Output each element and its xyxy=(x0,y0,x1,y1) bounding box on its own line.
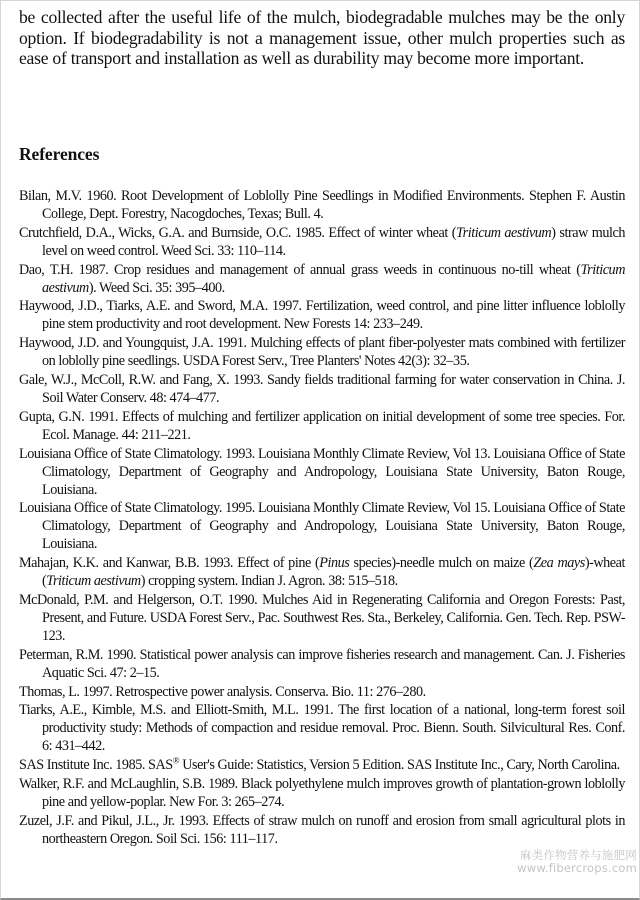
reference-text: SAS Institute Inc. 1985. SAS xyxy=(19,757,173,774)
reference-text: species)-needle mulch on maize ( xyxy=(349,555,534,572)
reference-item xyxy=(19,756,625,774)
reference-text: Haywood, J.D. and Youngquist, J.A. 1991. Mulching effects of plant fiber-polyester mats combined with fertilizer on loblolly pine seedlings. USDA Forest Serv., Tree Planters' Notes 42(3): 32–35. xyxy=(19,335,625,370)
reference-item xyxy=(19,261,625,297)
watermark-line-2: www.fibercrops.com xyxy=(517,860,637,875)
reference-italic-text: Pinus xyxy=(319,555,350,572)
reference-text: Dao, T.H. 1987. Crop residues and management of annual grass weeds in continuous no-till wheat ( xyxy=(19,261,581,278)
references-heading: References xyxy=(19,144,100,164)
reference-item xyxy=(19,499,625,553)
reference-item xyxy=(19,591,625,645)
reference-text: ). Weed Sci. 35: 395–400. xyxy=(88,279,225,296)
reference-italic-text: Triticum aestivum xyxy=(42,261,625,296)
reference-text: Louisiana Office of State Climatology. 1995. Louisiana Monthly Climate Review, Vol 15. Louisiana Office of State Climatology, Department of Geography and Andropology, Louisiana State University, Baton Rouge, Louisiana. xyxy=(19,500,625,553)
reference-item xyxy=(19,445,625,499)
reference-item xyxy=(19,646,625,682)
reference-text: User's Guide: Statistics, Version 5 Edition. SAS Institute Inc., Cary, North Carolina. xyxy=(179,757,620,774)
reference-text: Thomas, L. 1997. Retrospective power analysis. Conserva. Bio. 11: 276–280. xyxy=(19,683,426,700)
reference-item xyxy=(19,297,625,333)
reference-text: Tiarks, A.E., Kimble, M.S. and Elliott-Smith, M.L. 1991. The first location of a national, long-term forest soil productivity study: Methods of compaction and residue removal. Proc. Bienn. South. Silvicultural Res. Conf. 6: 431–442. xyxy=(19,702,625,755)
reference-item xyxy=(19,554,625,590)
reference-text: Louisiana Office of State Climatology. 1993. Louisiana Monthly Climate Review, Vol 13. Louisiana Office of State Climatology, Department of Geography and Andropology, Louisiana State University, Baton Rouge, Louisiana. xyxy=(19,445,625,498)
reference-item xyxy=(19,334,625,370)
watermark xyxy=(19,849,637,875)
reference-text: Mahajan, K.K. and Kanwar, B.B. 1993. Effect of pine ( xyxy=(19,555,320,572)
reference-text: McDonald, P.M. and Helgerson, O.T. 1990. Mulches Aid in Regenerating California and Oregon Forests: Past, Present, and Future. USDA Forest Serv., Pac. Southwest Res. Sta., Berkeley, California. Gen. Tech. Rep. PSW-123. xyxy=(19,591,625,644)
reference-text: Gupta, G.N. 1991. Effects of mulching and fertilizer application on initial development of some tree species. For. Ecol. Manage. 44: 211–221. xyxy=(19,408,625,443)
reference-text: Bilan, M.V. 1960. Root Development of Loblolly Pine Seedlings in Modified Environments. Stephen F. Austin College, Dept. Forestry, Nacogdoches, Texas; Bull. 4. xyxy=(19,188,625,222)
reference-text: )-wheat ( xyxy=(42,555,625,590)
reference-italic-text: Triticum aestivum xyxy=(46,573,141,590)
reference-item xyxy=(19,187,625,223)
reference-text: Gale, W.J., McColl, R.W. and Fang, X. 1993. Sandy fields traditional farming for water conservation in China. J. Soil Water Conserv. 48: 474–477. xyxy=(19,371,625,406)
reference-item xyxy=(19,408,625,444)
references-list xyxy=(19,187,625,848)
reference-text: Crutchfield, D.A., Wicks, G.A. and Burnside, O.C. 1985. Effect of winter wheat ( xyxy=(19,224,457,241)
references-section xyxy=(19,187,637,875)
reference-item xyxy=(19,701,625,755)
reference-item xyxy=(19,683,625,701)
reference-item xyxy=(19,371,625,407)
reference-text: Walker, R.F. and McLaughlin, S.B. 1989. Black polyethylene mulch improves growth of plantation-grown loblolly pine and yellow-poplar. New For. 3: 265–274. xyxy=(19,775,625,810)
reference-item xyxy=(19,812,625,848)
reference-text: Peterman, R.M. 1990. Statistical power analysis can improve fisheries research and management. Can. J. Fisheries Aquatic Sci. 47: 2–15. xyxy=(19,646,625,681)
reference-superscript: ® xyxy=(172,755,180,766)
reference-item xyxy=(19,775,625,811)
watermark-line-1: 麻类作物营养与施肥网 xyxy=(520,847,637,862)
reference-item xyxy=(19,224,625,260)
intro-paragraph: be collected after the useful life of the mulch, biodegradable mulches may be the only option. If biodegradability is not a management issue, other mulch properties such as ease of transport and installation as well as durability may become more important. xyxy=(19,7,625,68)
reference-text: Haywood, J.D., Tiarks, A.E. and Sword, M.A. 1997. Fertilization, weed control, and pine litter influence loblolly pine stem productivity and root development. New Forests 14: 233–249. xyxy=(19,298,625,333)
reference-italic-text: Zea mays xyxy=(533,555,585,572)
reference-italic-text: Triticum aestivum xyxy=(456,224,552,241)
reference-text: ) cropping system. Indian J. Agron. 38: 515–518. xyxy=(140,573,398,590)
reference-text: Zuzel, J.F. and Pikul, J.L., Jr. 1993. Effects of straw mulch on runoff and erosion from small agricultural plots in northeastern Oregon. Soil Sci. 156: 111–117. xyxy=(19,812,625,847)
reference-text: ) straw mulch level on weed control. Weed Sci. 33: 110–114. xyxy=(42,224,625,259)
